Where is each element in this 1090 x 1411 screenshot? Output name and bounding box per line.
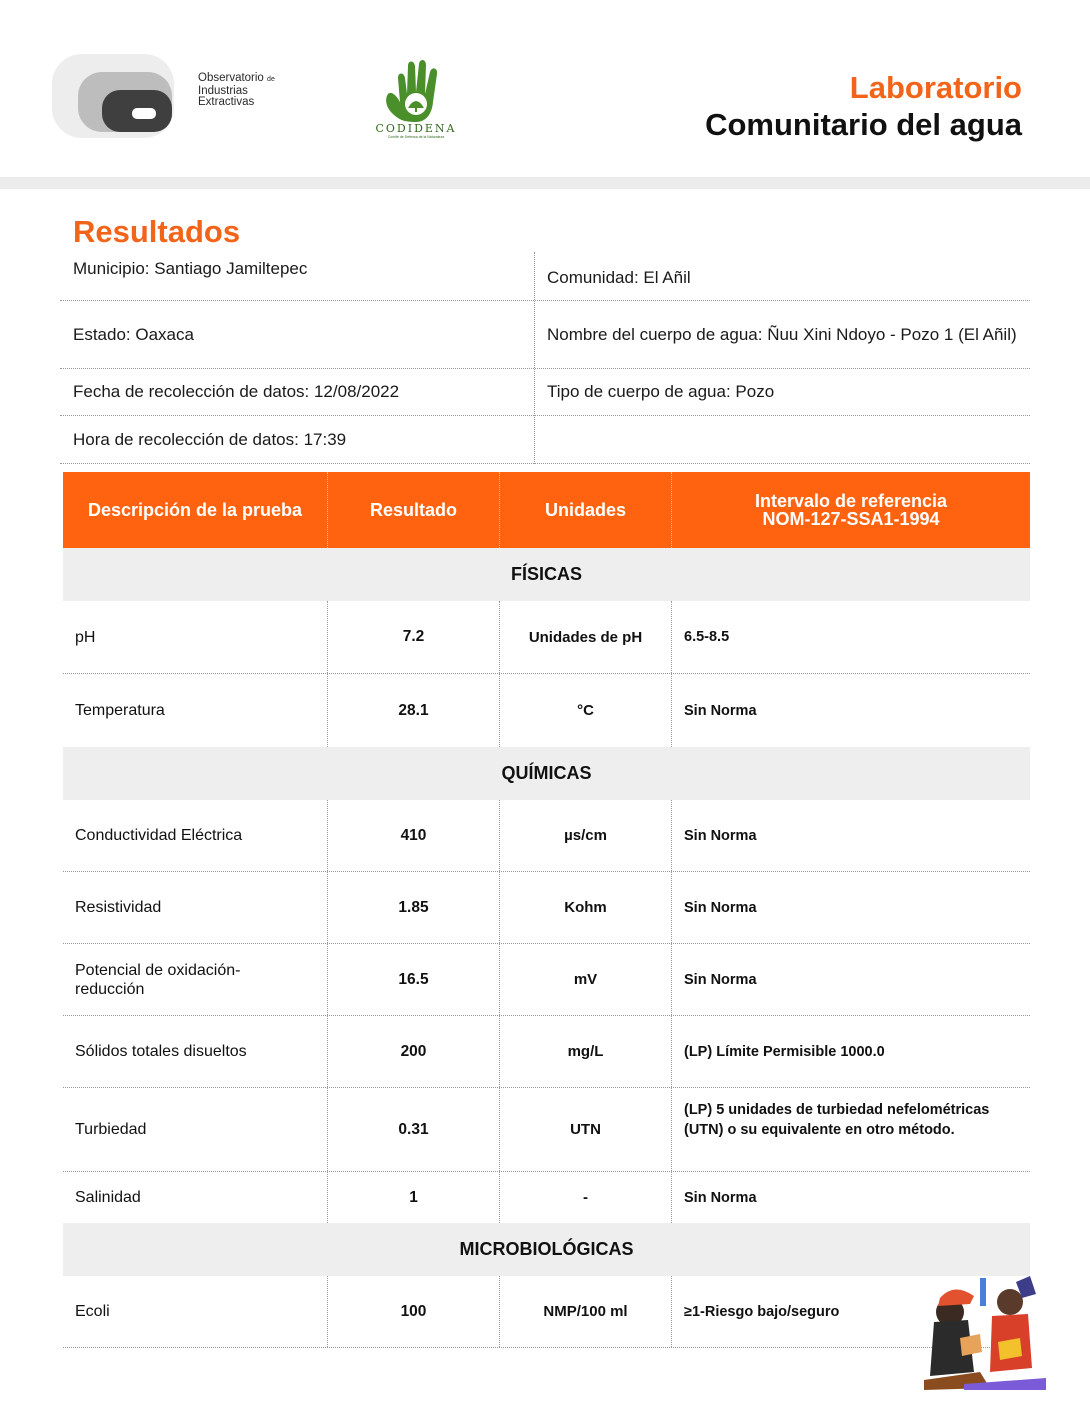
cell-reference: Sin Norma <box>684 1189 757 1206</box>
info-estado: Estado: Oaxaca <box>73 324 194 344</box>
cell-result: 0.31 <box>328 1088 500 1171</box>
cell-test: Turbiedad <box>63 1088 328 1171</box>
cell-test: Ecoli <box>63 1276 328 1347</box>
page-title-line1: Laboratorio <box>849 70 1022 105</box>
section-header-fisicas: FÍSICAS <box>63 548 1030 601</box>
info-fecha: Fecha de recolección de datos: 12/08/2022 <box>73 382 400 401</box>
info-tipo-cuerpo-agua: Tipo de cuerpo de agua: Pozo <box>547 382 775 401</box>
observatorio-logo <box>52 54 174 138</box>
info-row <box>60 369 1030 416</box>
cell-units: UTN <box>500 1088 672 1171</box>
column-header-result: Resultado <box>328 472 500 548</box>
cell-test: Potencial de oxidación-reducción <box>63 944 328 1015</box>
column-header-reference: Intervalo de referencia NOM-127-SSA1-1994 <box>754 491 948 529</box>
info-row <box>60 416 1030 464</box>
observatorio-logo-text: Observatorio de Industrias Extractivas <box>198 72 275 108</box>
table-header <box>63 472 1030 548</box>
info-municipio: Municipio: Santiago Jamiltepec <box>73 259 308 278</box>
cell-result: 7.2 <box>328 601 500 673</box>
table-row <box>63 674 1030 747</box>
page-title <box>705 70 1022 144</box>
cell-test: Conductividad Eléctrica <box>63 800 328 871</box>
table-row <box>63 800 1030 872</box>
cell-units: µs/cm <box>500 800 672 871</box>
cell-result: 1.85 <box>328 872 500 943</box>
cell-test: Temperatura <box>63 674 328 747</box>
page-title-line2: Comunitario del agua <box>705 107 1022 142</box>
cell-test: Salinidad <box>63 1172 328 1223</box>
info-row <box>60 301 1030 369</box>
cell-units: mV <box>500 944 672 1015</box>
column-header-units: Unidades <box>500 472 672 548</box>
info-empty <box>547 416 1017 463</box>
cell-reference: 6.5-8.5 <box>684 629 730 645</box>
section-header-quimicas: QUÍMICAS <box>63 747 1030 800</box>
header-divider-bar <box>0 177 1090 189</box>
cell-reference: Sin Norma <box>684 827 757 844</box>
people-water-illustration <box>920 1272 1050 1392</box>
cell-test: Sólidos totales disueltos <box>63 1016 328 1087</box>
cell-units: °C <box>500 674 672 747</box>
cell-units: mg/L <box>500 1016 672 1087</box>
cell-result: 1 <box>328 1172 500 1223</box>
table-row <box>63 944 1030 1016</box>
column-header-description: Descripción de la prueba <box>63 472 328 548</box>
cell-reference: (LP) Límite Permisible 1000.0 <box>684 1043 885 1060</box>
cell-units: - <box>500 1172 672 1223</box>
info-hora: Hora de recolección de datos: 17:39 <box>73 429 347 449</box>
info-nombre-cuerpo-agua: Nombre del cuerpo de agua: Ñuu Xini Ndoyo - Pozo 1 (El Añil) <box>547 324 1017 344</box>
cell-reference: Sin Norma <box>684 971 757 988</box>
results-heading: Resultados <box>73 214 241 249</box>
cell-result: 28.1 <box>328 674 500 747</box>
page-header <box>0 0 1090 177</box>
cell-reference: Sin Norma <box>684 899 757 916</box>
section-header-microbiologicas: MICROBIOLÓGICAS <box>63 1223 1030 1276</box>
cell-test: Resistividad <box>63 872 328 943</box>
cell-reference: (LP) 5 unidades de turbiedad nefelométricas (UTN) o su equivalente en otro método. <box>684 1102 990 1138</box>
cell-units: Unidades de pH <box>500 601 672 673</box>
info-comunidad: Comunidad: El Añil <box>547 268 691 287</box>
cell-result: 100 <box>328 1276 500 1347</box>
table-row <box>63 1172 1030 1223</box>
cell-reference: ≥1-Riesgo bajo/seguro <box>684 1303 840 1320</box>
cell-units: NMP/100 ml <box>500 1276 672 1347</box>
codidena-subtitle: Comité de Defensa de la Naturaleza <box>387 135 445 139</box>
table-row <box>63 601 1030 674</box>
cell-result: 410 <box>328 800 500 871</box>
table-row <box>63 1016 1030 1088</box>
info-row <box>60 252 1030 301</box>
table-row <box>63 872 1030 944</box>
results-table <box>63 472 1030 1348</box>
cell-result: 16.5 <box>328 944 500 1015</box>
cell-test: pH <box>63 601 328 673</box>
codidena-name: CODIDENA <box>375 122 457 135</box>
table-row <box>63 1088 1030 1172</box>
cell-result: 200 <box>328 1016 500 1087</box>
cell-units: Kohm <box>500 872 672 943</box>
table-row <box>63 1276 1030 1348</box>
cell-reference: Sin Norma <box>684 702 757 719</box>
